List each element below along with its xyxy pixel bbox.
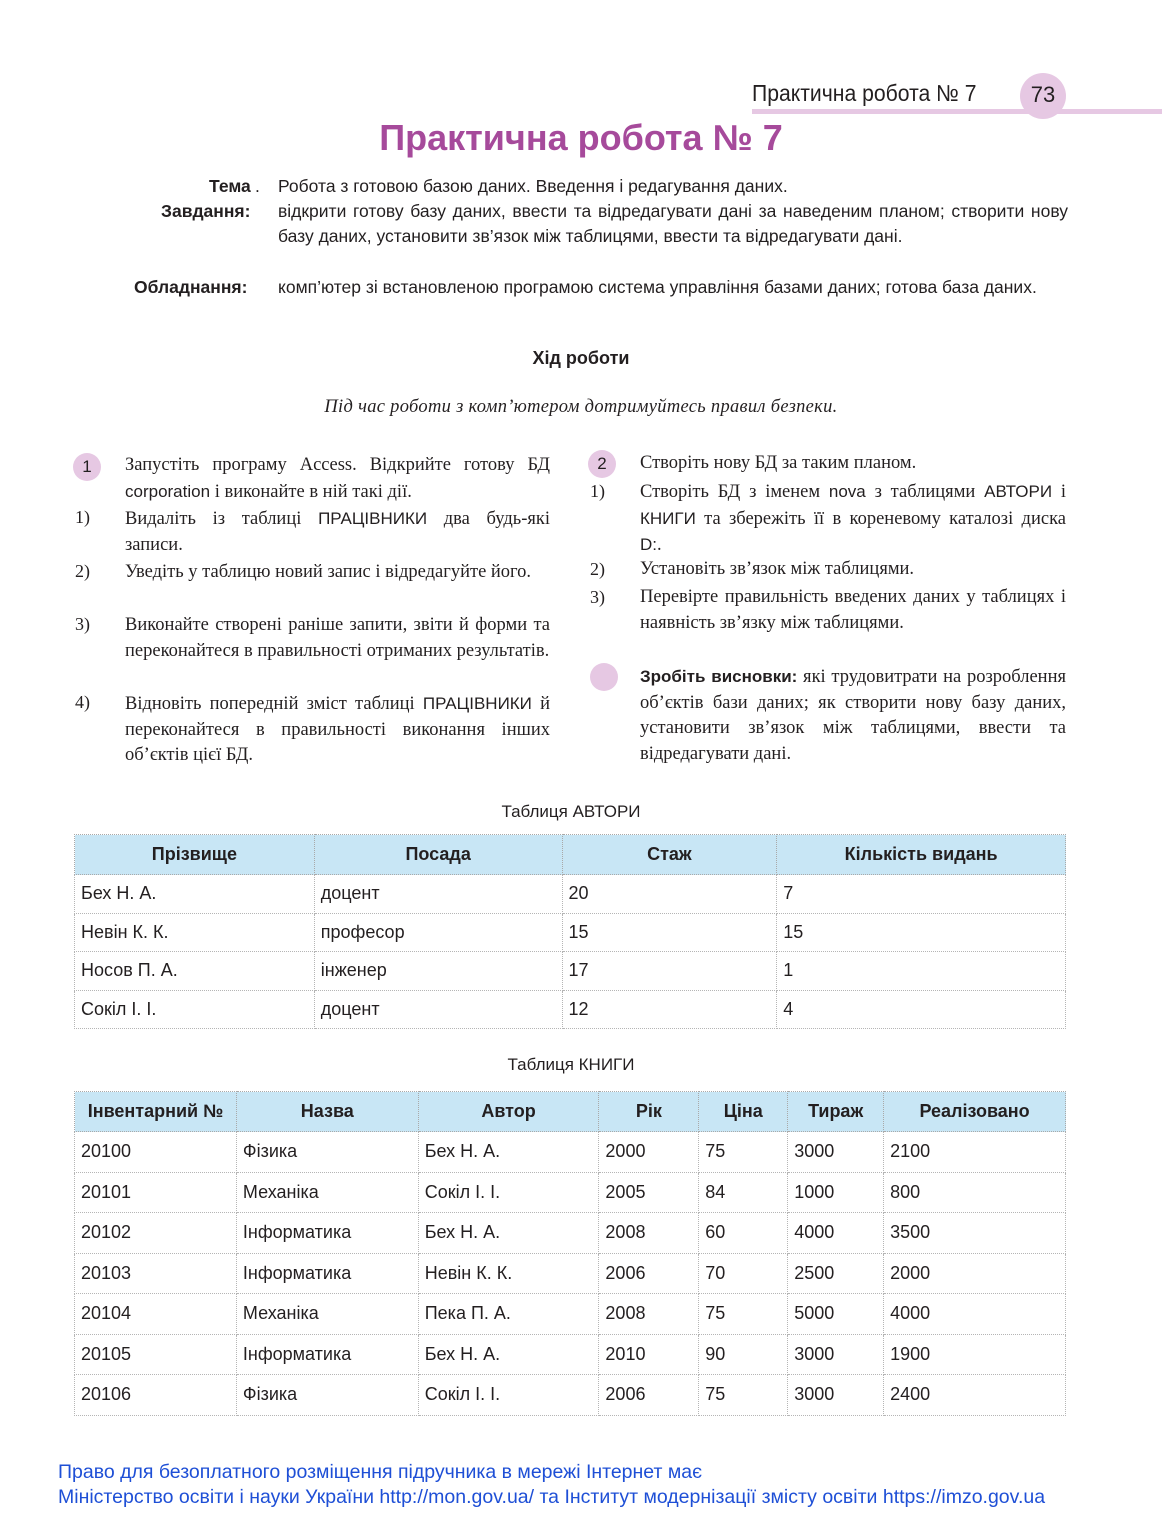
books-table-cell: 2100 <box>884 1132 1066 1173</box>
right-item-1-text-d: та збережіть її в кореневому каталозі диска <box>695 508 1066 529</box>
books-table-cell: Бех Н. А. <box>418 1334 599 1375</box>
books-table-body <box>75 1132 1066 1416</box>
books-table-row <box>75 1213 1066 1254</box>
authors-table-cell: 17 <box>562 952 777 991</box>
right-item-2: Установіть зв’язок між таблицями. <box>640 559 915 579</box>
page-title: Практична робота № 7 <box>379 117 783 158</box>
books-table-cell: Сокіл І. І. <box>418 1172 599 1213</box>
authors-table-cell: Невін К. К. <box>75 913 315 952</box>
authors-table-cell: 1 <box>777 952 1066 991</box>
books-table <box>74 1091 1066 1416</box>
table-name-authors: АВТОРИ <box>984 482 1053 501</box>
right-item-3: Перевірте правильність введених даних у таблицях і наявність зв’язку між таблицями. <box>640 587 1066 633</box>
books-table-cell: Інформатика <box>236 1253 418 1294</box>
books-table-cell: 3000 <box>788 1132 884 1173</box>
books-table-cell: 1900 <box>884 1334 1066 1375</box>
safety-note: Під час роботи з комп’ютером дотримуйтесь правил безпеки. <box>324 397 838 417</box>
books-header-row <box>75 1092 1066 1132</box>
left-item-4-number: 4) <box>75 692 90 712</box>
task-text: відкрити готову базу даних, ввести та відредагувати дані за наведеним планом; створити нову базу даних, установити зв’язок між таблицями, ввести та відредагувати дані. <box>278 201 1068 246</box>
left-item-1-tail: два будь-які записи. <box>125 509 550 555</box>
books-table-cell: 2010 <box>599 1334 699 1375</box>
books-table-cell: 20102 <box>75 1213 237 1254</box>
equipment-text: комп’ютер зі встановленою програмою система управління базами даних; готова база даних. <box>278 277 1037 297</box>
books-table-cell: 70 <box>699 1253 788 1294</box>
books-table-cell: 20105 <box>75 1334 237 1375</box>
books-table-cell: 4000 <box>788 1213 884 1254</box>
books-table-cell: 3000 <box>788 1375 884 1416</box>
left-item-2: Уведіть у таблицю новий запис і відредагуйте його. <box>125 562 532 582</box>
authors-table-cell: інженер <box>314 952 562 991</box>
books-header-cell: Ціна <box>699 1092 788 1132</box>
authors-table-body <box>75 875 1066 1029</box>
books-table-cell: 800 <box>884 1172 1066 1213</box>
left-item-2-number: 2) <box>75 561 90 581</box>
books-table-cell: 2006 <box>599 1375 699 1416</box>
authors-table-cell: Бех Н. А. <box>75 875 315 914</box>
conclusion <box>640 664 1066 767</box>
authors-table-cell: 20 <box>562 875 777 914</box>
step-1-number: 1 <box>82 457 92 476</box>
authors-table-cell: Носов П. А. <box>75 952 315 991</box>
books-table-cell: 20103 <box>75 1253 237 1294</box>
authors-table-caption: Таблиця АВТОРИ <box>501 802 641 821</box>
step-2-intro: Створіть нову БД за таким планом. <box>640 453 917 473</box>
books-table-row <box>75 1334 1066 1375</box>
authors-table-row <box>75 990 1066 1029</box>
books-header-cell: Інвентарний № <box>75 1092 237 1132</box>
authors-table <box>74 834 1066 1029</box>
books-table-cell: 2000 <box>884 1253 1066 1294</box>
books-table-cell: 1000 <box>788 1172 884 1213</box>
right-item-1-text-c: і <box>1052 482 1067 502</box>
right-item-1-text-e: . <box>657 535 662 555</box>
left-item-1 <box>125 506 550 558</box>
books-table-cell: Фізика <box>236 1132 418 1173</box>
conclusion-badge <box>590 663 618 691</box>
books-table-cell: 75 <box>699 1294 788 1335</box>
left-item-4 <box>125 691 550 769</box>
left-item-4-tail: й переконайтеся в правильності виконання інших об’єктів цієї БД. <box>125 694 551 765</box>
books-table-cell: Фізика <box>236 1375 418 1416</box>
step-1-badge <box>73 453 101 481</box>
left-item-3-number: 3) <box>75 614 90 634</box>
books-table-cell: Інформатика <box>236 1213 418 1254</box>
books-table-cell: Інформатика <box>236 1334 418 1375</box>
authors-header-cell: Посада <box>314 835 562 875</box>
books-table-cell: 20104 <box>75 1294 237 1335</box>
running-title: Практична робота № 7 <box>752 80 977 106</box>
conclusion-label: Зробіть висновки: <box>640 667 798 686</box>
books-header-cell: Рік <box>599 1092 699 1132</box>
authors-table-cell: доцент <box>314 990 562 1029</box>
running-header <box>0 70 1162 120</box>
right-item-1 <box>640 479 1066 559</box>
books-table-cell: 2008 <box>599 1294 699 1335</box>
left-item-1-text: Видаліть із таблиці <box>125 509 319 529</box>
authors-table-cell: професор <box>314 913 562 952</box>
authors-table-cell: 15 <box>777 913 1066 952</box>
authors-table-row <box>75 952 1066 991</box>
books-table-cell: 3500 <box>884 1213 1066 1254</box>
books-table-cell: Бех Н. А. <box>418 1132 599 1173</box>
page-number: 73 <box>1030 82 1056 107</box>
authors-header-cell: Прізвище <box>75 835 315 875</box>
books-table-cell: Механіка <box>236 1172 418 1213</box>
books-table-cell: 3000 <box>788 1334 884 1375</box>
books-table-cell: 4000 <box>884 1294 1066 1335</box>
step-2-badge <box>588 450 616 478</box>
conclusion-text: які трудовитрати на розроблення об’єктів бази даних; як створити нову базу даних, установити зв’язок між таблицями, ввести та відредагувати дані. <box>640 667 1066 764</box>
footer <box>58 1460 1045 1510</box>
books-table-cell: 2006 <box>599 1253 699 1294</box>
db-name-nova: nova <box>828 482 866 501</box>
right-item-2-number: 2) <box>590 559 605 579</box>
books-table-cell: Механіка <box>236 1294 418 1335</box>
books-table-cell: Невін К. К. <box>418 1253 599 1294</box>
books-table-caption: Таблиця КНИГИ <box>507 1055 635 1074</box>
footer-line-2: Міністерство освіти і науки України http://mon.gov.ua/ та Інститут модернізації змісту освіти https://imzo.gov.ua <box>58 1486 1046 1508</box>
left-item-3: Виконайте створені раніше запити, звіти й форми та переконайтеся в правильності отриманих результатів. <box>125 615 550 661</box>
disk-name: D: <box>640 535 657 554</box>
step-2-number: 2 <box>597 454 607 473</box>
authors-header-row <box>75 835 1066 875</box>
books-header-cell: Реалізовано <box>884 1092 1066 1132</box>
header-rule <box>752 109 1162 114</box>
left-item-1-number: 1) <box>75 507 90 527</box>
books-table-cell: 2000 <box>599 1132 699 1173</box>
books-table-cell: 75 <box>699 1132 788 1173</box>
topic-label: Тема <box>209 176 251 196</box>
books-table-cell: 5000 <box>788 1294 884 1335</box>
books-table-cell: 84 <box>699 1172 788 1213</box>
books-table-cell: 75 <box>699 1375 788 1416</box>
books-table-cell: 2400 <box>884 1375 1066 1416</box>
right-item-3-number: 3) <box>590 587 605 607</box>
authors-table-cell: 4 <box>777 990 1066 1029</box>
left-item-4-text: Відновіть попередній зміст таблиці <box>125 694 423 714</box>
right-item-1-text: Створіть БД з іменем <box>640 482 829 502</box>
topic-period: . <box>255 176 260 196</box>
books-table-cell: 20101 <box>75 1172 237 1213</box>
progress-heading: Хід роботи <box>532 348 630 368</box>
books-table-row <box>75 1294 1066 1335</box>
footer-line-1: Право для безоплатного розміщення підручника в мережі Інтернет має <box>58 1461 703 1483</box>
books-table-row <box>75 1375 1066 1416</box>
step-1-intro-tail: і виконайте в ній такі дії. <box>210 481 412 502</box>
books-table-cell: 60 <box>699 1213 788 1254</box>
books-header-cell: Назва <box>236 1092 418 1132</box>
topic-text: Робота з готовою базою даних. Введення і редагування даних. <box>278 176 788 196</box>
authors-table-cell: 12 <box>562 990 777 1029</box>
authors-table-cell: доцент <box>314 875 562 914</box>
table-name-employees: ПРАЦІВНИКИ <box>318 509 428 528</box>
books-table-cell: Бех Н. А. <box>418 1213 599 1254</box>
books-table-cell: Пека П. А. <box>418 1294 599 1335</box>
books-table-cell: 2008 <box>599 1213 699 1254</box>
authors-table-cell: 7 <box>777 875 1066 914</box>
books-table-cell: 20106 <box>75 1375 237 1416</box>
table-name-books: КНИГИ <box>640 508 696 528</box>
equipment-label: Обладнання: <box>134 277 248 297</box>
authors-table-cell: Сокіл І. І. <box>75 990 315 1029</box>
books-header-cell: Автор <box>418 1092 599 1132</box>
authors-table-row <box>75 913 1066 952</box>
right-item-1-text-b: з таблицями <box>865 482 985 502</box>
authors-table-row <box>75 875 1066 914</box>
books-header-cell: Тираж <box>788 1092 884 1132</box>
books-table-cell: 2005 <box>599 1172 699 1213</box>
step-1-intro <box>125 453 550 505</box>
books-table-row <box>75 1172 1066 1213</box>
books-table-row <box>75 1132 1066 1173</box>
books-table-row <box>75 1253 1066 1294</box>
right-item-1-number: 1) <box>590 481 605 501</box>
books-table-cell: 2500 <box>788 1253 884 1294</box>
authors-table-cell: 15 <box>562 913 777 952</box>
authors-header-cell: Кількість видань <box>777 835 1066 875</box>
task-label: Завдання: <box>161 201 251 221</box>
table-name-employees: ПРАЦІВНИКИ <box>422 694 532 713</box>
authors-header-cell: Стаж <box>562 835 777 875</box>
books-table-cell: 90 <box>699 1334 788 1375</box>
step-1-intro-text: Запустіть програму Access. Відкрийте готову БД <box>125 455 550 475</box>
db-name-corporation: corporation <box>125 481 211 501</box>
books-table-cell: Сокіл І. І. <box>418 1375 599 1416</box>
books-table-cell: 20100 <box>75 1132 237 1173</box>
